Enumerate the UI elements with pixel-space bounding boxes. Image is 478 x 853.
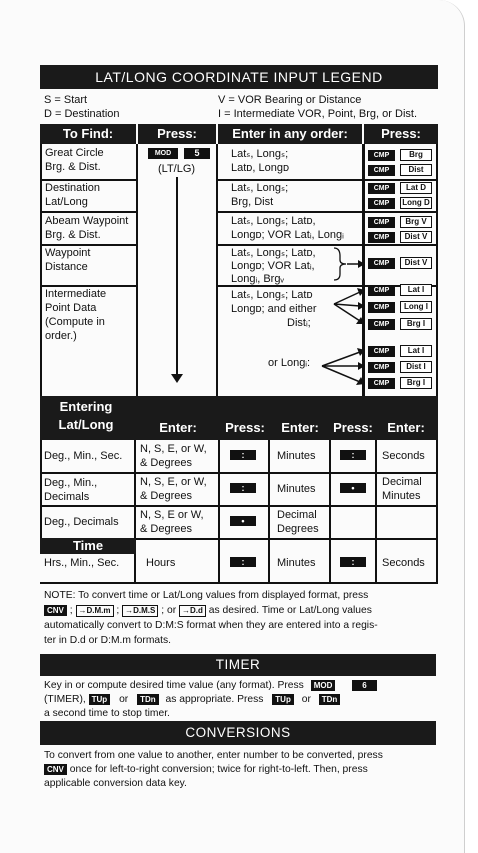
conversions-line-1: To convert from one value to another, enter number to be converted, press — [44, 750, 383, 761]
entering-col-header: Press: — [225, 420, 265, 435]
grid-line — [218, 440, 220, 582]
note-line-4: ter in D.d or D:M.m formats. — [44, 635, 172, 646]
dist-i-key: Dist I — [400, 361, 432, 373]
enter-r4-l2: Longᴅ; VOR Latᵢ, — [231, 260, 315, 272]
cmp-key: CMP — [368, 285, 395, 296]
dmm-key: →D.M.m — [76, 605, 114, 617]
find-intermediate-2: Point Data — [45, 302, 97, 314]
lat-i-key: Lat I — [400, 284, 432, 296]
cmp-key: CMP — [368, 302, 395, 313]
flow-arrow-line — [176, 177, 178, 377]
find-great-circle-1: Great Circle — [45, 147, 104, 159]
grid-line — [40, 472, 438, 474]
dd-key: →D.d — [179, 605, 206, 617]
entering-row-enter: N, S, E, or W, — [140, 443, 207, 455]
enter-r4-l1: Latₛ, Longₛ; Latᴅ, — [231, 247, 316, 259]
note-line-2: CNV ; →D.M.m ; →D.M.S ; or →D.d as desired. Time or Lat/Long values — [44, 604, 372, 617]
legend-title-bar — [40, 65, 438, 89]
table-divider-1 — [136, 144, 138, 396]
long-i-key: Long I — [400, 301, 432, 313]
entering-col-header: Enter: — [387, 420, 425, 435]
brg-i-key: Brg I — [400, 377, 432, 389]
lat-i-key: Lat I — [400, 345, 432, 357]
lat-d-key: Lat D — [400, 182, 432, 194]
grid-line — [329, 440, 331, 582]
enter-r5-l2: Longᴅ; and either — [231, 303, 317, 315]
row-divider — [40, 285, 136, 287]
entering-row-mid: Degrees — [277, 523, 319, 535]
time-last: Seconds — [382, 557, 425, 569]
cmp-key: CMP — [368, 165, 395, 176]
colon-key: : — [230, 483, 256, 493]
cnv-key: CNV — [44, 605, 67, 616]
mod-key: MOD — [311, 680, 336, 691]
enter-r1-l2: Latᴅ, Longᴅ — [231, 162, 290, 174]
find-great-circle-2: Brg. & Dist. — [45, 161, 101, 173]
grid-line — [134, 538, 438, 540]
time-label: Hrs., Min., Sec. — [44, 557, 120, 569]
table-border-left — [40, 144, 42, 396]
find-intermediate-3: (Compute in — [45, 316, 105, 328]
grid-line — [134, 440, 136, 582]
decimal-key: • — [340, 483, 366, 493]
entering-row-enter: & Degrees — [140, 490, 192, 502]
cnv-key: CNV — [44, 764, 67, 775]
entering-row-mid: Minutes — [277, 483, 316, 495]
legend-title: LAT/LONG COORDINATE INPUT LEGEND — [95, 69, 383, 85]
entering-row-enter: & Degrees — [140, 523, 192, 535]
enter-r5-l1: Latₛ, Longₛ; Latᴅ — [231, 289, 313, 301]
conversions-title: CONVERSIONS — [185, 725, 291, 740]
time-header: Time — [40, 538, 136, 554]
header-press-1: Press: — [138, 124, 216, 144]
flow-arrow-head-icon — [171, 374, 183, 384]
grid-line — [375, 440, 377, 582]
cmp-key: CMP — [368, 378, 395, 389]
decimal-key: • — [230, 516, 256, 526]
find-destination-2: Lat/Long — [45, 196, 88, 208]
cmp-key: CMP — [368, 183, 395, 194]
enter-r5-l4: or Longᵢ: — [268, 357, 311, 369]
grid-line — [268, 440, 270, 582]
entering-row-label: Deg., Min., Sec. — [44, 450, 123, 462]
entering-row-mid: Minutes — [277, 450, 316, 462]
table-border-right — [436, 144, 438, 396]
timer-title: TIMER — [215, 657, 261, 672]
header-enter-any-order: Enter in any order: — [218, 124, 362, 144]
colon-key: : — [340, 450, 366, 460]
cmp-key: CMP — [368, 150, 395, 161]
legend-i: I = Intermediate VOR, Point, Brg, or Dist. — [218, 108, 417, 120]
find-abeam-2: Brg. & Dist. — [45, 229, 101, 241]
tdn-key: TDn — [137, 694, 159, 705]
brg-v-key: Brg V — [400, 216, 432, 228]
key-5: 5 — [184, 148, 210, 159]
timer-line-2: (TIMER), TUp or TDn as appropriate. Press TUp or TDn — [44, 693, 340, 706]
enter-r1-l1: Latₛ, Longₛ; — [231, 148, 289, 160]
entering-title-2: Lat/Long — [58, 417, 114, 432]
table-divider-2 — [216, 144, 218, 396]
enter-r4-l3: Longᵢ, Brgᵥ — [231, 273, 284, 285]
mod-key: MOD — [148, 148, 178, 159]
entering-row-label: Deg., Min., Decimals — [44, 477, 98, 503]
conversions-title-bar — [40, 721, 436, 745]
legend-s: S = Start — [44, 94, 88, 106]
timer-title-bar — [40, 654, 436, 676]
header-press-2: Press: — [364, 124, 438, 144]
entering-row-enter: N, S, E, or W, — [140, 476, 207, 488]
find-intermediate-1: Intermediate — [45, 288, 107, 300]
row-divider — [40, 211, 136, 213]
colon-key: : — [340, 557, 366, 567]
find-abeam-1: Abeam Waypoint — [45, 215, 129, 227]
conversions-line-3: applicable conversion data key. — [44, 778, 187, 789]
dist-v-key: Dist V — [400, 257, 432, 269]
find-destination-1: Destination — [45, 182, 101, 194]
entering-row-last: Minutes — [382, 490, 421, 502]
dist-v-key: Dist V — [400, 231, 432, 243]
key-6: 6 — [352, 680, 376, 691]
grid-line — [40, 582, 438, 584]
row-divider — [40, 244, 136, 246]
note-line-1: NOTE: To convert time or Lat/Long values from displayed format, press — [44, 590, 369, 601]
entering-title-1: Entering — [59, 399, 113, 414]
timer-line-1: Key in or compute desired time value (any format). Press MOD 6 — [44, 679, 377, 692]
find-intermediate-4: order.) — [45, 330, 77, 342]
enter-r2-l2: Brg, Dist — [231, 196, 274, 208]
entering-col-header: Enter: — [281, 420, 319, 435]
enter-r2-l1: Latₛ, Longₛ; — [231, 182, 289, 194]
entering-row-last: Decimal — [382, 476, 422, 488]
row-divider — [216, 211, 438, 213]
timer-line-3: a second time to stop timer. — [44, 708, 170, 719]
lt-lg-label: (LT/LG) — [158, 163, 196, 175]
cmp-key: CMP — [368, 217, 395, 228]
entering-row-enter: N, S, E or W, — [140, 509, 204, 521]
colon-key: : — [230, 557, 256, 567]
bracket-arrows-icon — [320, 246, 366, 392]
entering-row-label: Deg., Decimals — [44, 516, 119, 528]
enter-r5-l3: Distᵢ; — [287, 317, 311, 329]
tup-key: TUp — [272, 694, 294, 705]
entering-row-enter: & Degrees — [140, 457, 192, 469]
row-divider — [216, 179, 438, 181]
cmp-key: CMP — [368, 346, 395, 357]
brg-i-key: Brg I — [400, 318, 432, 330]
grid-line — [40, 505, 438, 507]
find-waypoint-1: Waypoint — [45, 247, 91, 259]
tup-key: TUp — [89, 694, 111, 705]
long-d-key: Long D — [400, 197, 432, 209]
time-mid: Minutes — [277, 557, 316, 569]
entering-header-left — [40, 398, 132, 434]
conversions-line-2: CNV once for left-to-right conversion; twice for right-to-left. Then, press — [44, 763, 368, 776]
cmp-key: CMP — [368, 362, 395, 373]
dist-key: Dist — [400, 164, 432, 176]
legend-v: V = VOR Bearing or Distance — [218, 94, 362, 106]
colon-key: : — [230, 450, 256, 460]
brg-key: Brg — [400, 149, 432, 161]
cmp-key: CMP — [368, 198, 395, 209]
entering-row-last: Seconds — [382, 450, 425, 462]
entering-row-mid: Decimal — [277, 509, 317, 521]
entering-col-header: Enter: — [159, 420, 197, 435]
time-enter: Hours — [146, 557, 176, 569]
cmp-key: CMP — [368, 258, 395, 269]
dms-key: →D.M.S — [122, 605, 158, 617]
enter-r3-l1: Latₛ, Longₛ; Latᴅ, — [231, 215, 316, 227]
legend-d: D = Destination — [44, 108, 120, 120]
find-waypoint-2: Distance — [45, 261, 88, 273]
note-line-3: automatically convert to D:M:S format when they are entered into a regis- — [44, 620, 378, 631]
grid-line — [436, 440, 438, 582]
header-to-find: To Find: — [40, 124, 136, 144]
cmp-key: CMP — [368, 232, 395, 243]
enter-r3-l2: Longᴅ; VOR Latᵢ, Longᵢ — [231, 229, 344, 241]
tdn-key: TDn — [319, 694, 341, 705]
row-divider — [40, 179, 136, 181]
cmp-key: CMP — [368, 319, 395, 330]
grid-line — [40, 440, 42, 540]
entering-col-header: Press: — [333, 420, 373, 435]
